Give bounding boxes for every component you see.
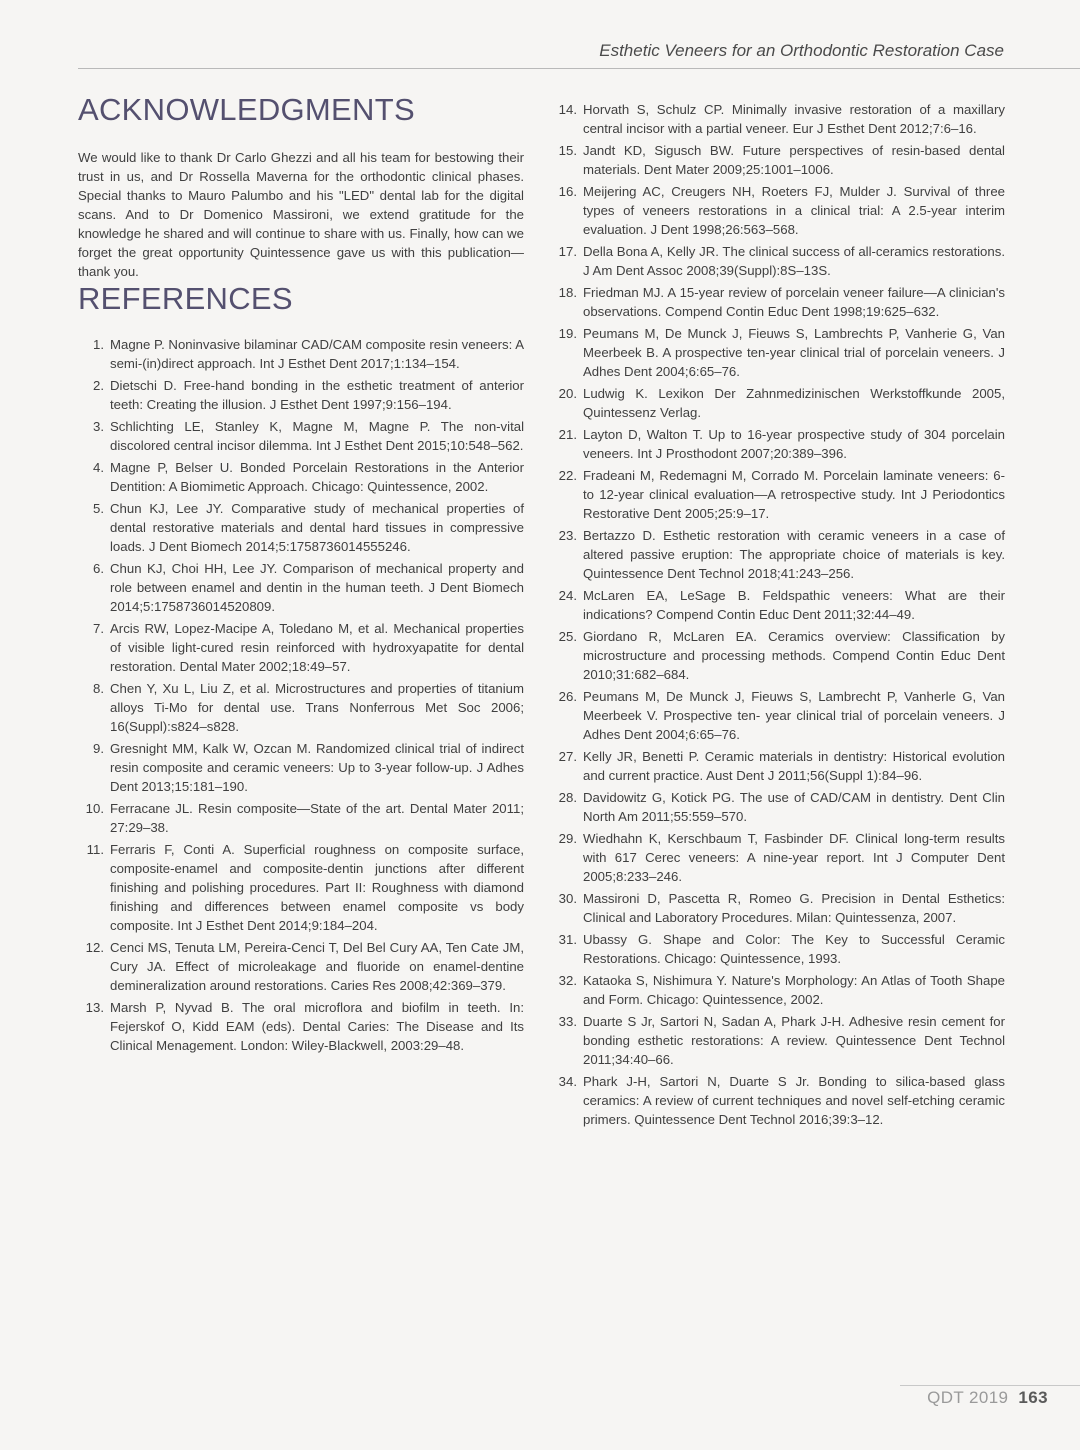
reference-text: Meijering AC, Creugers NH, Roeters FJ, Mulder J. Survival of three types of veneers restorations in a clinical trial: A 2.5-year interim evaluation. J Dent 1998;26:563–568. — [583, 184, 1005, 237]
reference-text: Peumans M, De Munck J, Fieuws S, Lambrechts P, Vanherie G, Van Meerbeek B. A prospective ten-year clinical trial of porcelain veneers. J Adhes Dent 2004;6:65–76. — [583, 326, 1005, 379]
reference-text: Cenci MS, Tenuta LM, Pereira-Cenci T, Del Bel Cury AA, Ten Cate JM, Cury JA. Effect of microleakage and fluoride on enamel-dentine demineralization around restorations. Caries Res 2008;42:369–379. — [110, 940, 524, 993]
reference-text: Layton D, Walton T. Up to 16-year prospective study of 304 porcelain veneers. Int J Prosthodont 2007;20:389–396. — [583, 427, 1005, 461]
reference-item — [555, 242, 1005, 280]
reference-text: Jandt KD, Sigusch BW. Future perspectives of resin-based dental materials. Dent Mater 2009;25:1001–1006. — [583, 143, 1005, 177]
reference-number: 5. — [93, 501, 104, 516]
reference-item — [78, 840, 524, 935]
reference-text: Ferraris F, Conti A. Superficial roughness on composite surface, composite-enamel and composite-dentin junctions after different finishing and polishing procedures. Part II: Roughness with diamond finishing and differences between enamel composite vs body composite. Int J Esthet Dent 2014;9:184–204. — [110, 842, 524, 933]
reference-item — [555, 100, 1005, 138]
reference-item — [555, 141, 1005, 179]
reference-text: Peumans M, De Munck J, Fieuws S, Lambrecht P, Vanherle G, Van Meerbeek V. Prospective ten- year clinical trial of porcelain veneers. J Adhes Dent 2004;6:65–76. — [583, 689, 1005, 742]
reference-item — [78, 679, 524, 736]
reference-text: Ludwig K. Lexikon Der Zahnmedizinischen Werkstoffkunde 2005, Quintessenz Verlag. — [583, 386, 1005, 420]
reference-item — [555, 586, 1005, 624]
reference-item — [555, 687, 1005, 744]
reference-item — [555, 788, 1005, 826]
reference-item — [555, 324, 1005, 381]
reference-text: Magne P, Belser U. Bonded Porcelain Restorations in the Anterior Dentition: A Biomimetic Approach. Chicago: Quintessence, 2002. — [110, 460, 524, 494]
reference-item — [78, 499, 524, 556]
reference-item — [555, 384, 1005, 422]
reference-item — [78, 799, 524, 837]
reference-number: 16. — [558, 184, 577, 199]
reference-item — [555, 889, 1005, 927]
reference-text: Duarte S Jr, Sartori N, Sadan A, Phark J-H. Adhesive resin cement for bonding esthetic restorations: A review. Quintessence Dent Technol 2011;34:40–66. — [583, 1014, 1005, 1067]
reference-number: 17. — [558, 244, 577, 259]
reference-text: Kelly JR, Benetti P. Ceramic materials in dentistry: Historical evolution and current practice. Aust Dent J 2011;56(Suppl 1):84–96. — [583, 749, 1005, 783]
acknowledgments-text: We would like to thank Dr Carlo Ghezzi and all his team for bestowing their trust in us, and Dr Rossella Maverna for the orthodontic clinical phases. Special thanks to Mauro Palumbo and his "LED" dental lab for the digital scans. And to Dr Domenico Massironi, we extend gratitude for the knowledge he shared and will continue to share with us. Finally, how can we forget the great opportunity Quintessence gave us with this publication—thank you. — [78, 150, 524, 279]
reference-text: Dietschi D. Free-hand bonding in the esthetic treatment of anterior teeth: Creating the illusion. J Esthet Dent 1997;9:156–194. — [110, 378, 524, 412]
acknowledgments-title: ACKNOWLEDGMENTS — [78, 92, 415, 127]
reference-item — [555, 466, 1005, 523]
reference-item — [555, 747, 1005, 785]
reference-number: 28. — [558, 790, 577, 805]
reference-number: 13. — [85, 1000, 104, 1015]
reference-text: Gresnight MM, Kalk W, Ozcan M. Randomized clinical trial of indirect resin composite and ceramic veneers: Up to 3-year follow-up. J Adhes Dent 2013;15:181–190. — [110, 741, 524, 794]
reference-number: 10. — [85, 801, 104, 816]
reference-item — [78, 559, 524, 616]
reference-number: 12. — [85, 940, 104, 955]
reference-item — [555, 1012, 1005, 1069]
reference-number: 18. — [558, 285, 577, 300]
reference-text: Chen Y, Xu L, Liu Z, et al. Microstructures and properties of titanium alloys Ti-Mo for dental use. Trans Nonferrous Met Soc 2006; 16(Suppl):s824–s828. — [110, 681, 524, 734]
footer-rule — [900, 1385, 1080, 1386]
reference-number: 2. — [93, 378, 104, 393]
reference-text: Massironi D, Pascetta R, Romeo G. Precision in Dental Esthetics: Clinical and Laboratory Procedures. Milan: Quintessenza, 2007. — [583, 891, 1005, 925]
reference-item — [555, 829, 1005, 886]
reference-number: 21. — [558, 427, 577, 442]
reference-text: Horvath S, Schulz CP. Minimally invasive restoration of a maxillary central incisor with a partial veneer. Eur J Esthet Dent 2012;7:6–16. — [583, 102, 1005, 136]
reference-text: Arcis RW, Lopez-Macipe A, Toledano M, et al. Mechanical properties of visible light-cured resin reinforced with hydroxyapatite for dental restoration. Dental Mater 2002;18:49–57. — [110, 621, 524, 674]
reference-number: 23. — [558, 528, 577, 543]
reference-text: Marsh P, Nyvad B. The oral microflora and biofilm in teeth. In: Fejerskof O, Kidd EAM (eds). Dental Caries: The Disease and Its Clinical Menagement. London: Wiley-Blackwell, 2003:29–48. — [110, 1000, 524, 1053]
reference-text: Friedman MJ. A 15-year review of porcelain veneer failure—A clinician's observations. Compend Contin Educ Dent 1998;19:625–632. — [583, 285, 1005, 319]
reference-text: Chun KJ, Choi HH, Lee JY. Comparison of mechanical property and role between enamel and dentin in the human teeth. J Dent Biomech 2014;5:1758736014520809. — [110, 561, 524, 614]
reference-number: 30. — [558, 891, 577, 906]
reference-item — [555, 283, 1005, 321]
reference-number: 1. — [93, 337, 104, 352]
reference-item — [555, 930, 1005, 968]
reference-text: Chun KJ, Lee JY. Comparative study of mechanical properties of dental restorative materials and dental hard tissues in compressive loads. J Dent Biomech 2014;5:1758736014555246. — [110, 501, 524, 554]
reference-number: 7. — [93, 621, 104, 636]
reference-item — [555, 182, 1005, 239]
reference-number: 14. — [558, 102, 577, 117]
reference-number: 24. — [558, 588, 577, 603]
reference-text: Ubassy G. Shape and Color: The Key to Successful Ceramic Restorations. Chicago: Quintessence, 1993. — [583, 932, 1005, 966]
reference-text: Wiedhahn K, Kerschbaum T, Fasbinder DF. Clinical long-term results with 617 Cerec veneers: A nine-year report. Int J Computer Dent 2005;8:233–246. — [583, 831, 1005, 884]
reference-text: Phark J-H, Sartori N, Duarte S Jr. Bonding to silica-based glass ceramics: A review of current techniques and novel self-etching ceramic primers. Quintessence Dent Technol 2016;39:3–12. — [583, 1074, 1005, 1127]
reference-text: Giordano R, McLaren EA. Ceramics overview: Classification by microstructure and processing methods. Compend Contin Educ Dent 2010;31:682–684. — [583, 629, 1005, 682]
reference-item — [555, 971, 1005, 1009]
reference-item — [78, 376, 524, 414]
reference-number: 15. — [558, 143, 577, 158]
reference-number: 8. — [93, 681, 104, 696]
reference-text: Magne P. Noninvasive bilaminar CAD/CAM composite resin veneers: A semi-(in)direct approach. Int J Esthet Dent 2017;1:134–154. — [110, 337, 524, 371]
left-column — [78, 92, 524, 1058]
reference-item — [555, 526, 1005, 583]
reference-number: 29. — [558, 831, 577, 846]
right-column — [555, 100, 1005, 1132]
reference-text: McLaren EA, LeSage B. Feldspathic veneers: What are their indications? Compend Contin Educ Dent 2011;32:44–49. — [583, 588, 1005, 622]
reference-item — [78, 335, 524, 373]
references-list-left — [78, 335, 524, 1055]
header-rule — [78, 68, 1080, 69]
reference-item — [78, 739, 524, 796]
reference-item — [555, 627, 1005, 684]
reference-number: 9. — [93, 741, 104, 756]
reference-number: 26. — [558, 689, 577, 704]
reference-number: 22. — [558, 468, 577, 483]
reference-number: 25. — [558, 629, 577, 644]
reference-text: Kataoka S, Nishimura Y. Nature's Morphology: An Atlas of Tooth Shape and Form. Chicago: Quintessence, 2002. — [583, 973, 1005, 1007]
reference-item — [78, 998, 524, 1055]
reference-item — [555, 425, 1005, 463]
reference-number: 11. — [86, 842, 104, 857]
reference-number: 31. — [558, 932, 577, 947]
journal-label: QDT 2019 — [927, 1388, 1009, 1407]
reference-number: 6. — [93, 561, 104, 576]
reference-number: 27. — [558, 749, 577, 764]
reference-number: 32. — [558, 973, 577, 988]
reference-text: Della Bona A, Kelly JR. The clinical success of all-ceramics restorations. J Am Dent Assoc 2008;39(Suppl):8S–13S. — [583, 244, 1005, 278]
reference-text: Schlichting LE, Stanley K, Magne M, Magne P. The non-vital discolored central incisor dilemma. Int J Esthet Dent 2015;10:548–562. — [110, 419, 524, 453]
reference-number: 33. — [558, 1014, 577, 1029]
reference-item — [78, 619, 524, 676]
references-title: REFERENCES — [78, 281, 293, 316]
page-number: 163 — [1018, 1388, 1048, 1407]
reference-number: 34. — [558, 1074, 577, 1089]
reference-text: Davidowitz G, Kotick PG. The use of CAD/CAM in dentistry. Dent Clin North Am 2011;55:559–570. — [583, 790, 1005, 824]
reference-number: 4. — [93, 460, 104, 475]
reference-text: Bertazzo D. Esthetic restoration with ceramic veneers in a case of altered passive eruption: The appropriate choice of materials is key. Quintessence Dent Technol 2018;41:243–256. — [583, 528, 1005, 581]
reference-item — [78, 417, 524, 455]
footer — [927, 1388, 1048, 1408]
reference-text: Fradeani M, Redemagni M, Corrado M. Porcelain laminate veneers: 6- to 12-year clinical evaluation—A retrospective study. Int J Periodontics Restorative Dent 2005;25:9–17. — [583, 468, 1005, 521]
reference-number: 19. — [558, 326, 577, 341]
reference-item — [78, 938, 524, 995]
reference-number: 20. — [558, 386, 577, 401]
reference-item — [555, 1072, 1005, 1129]
reference-number: 3. — [93, 419, 104, 434]
running-title: Esthetic Veneers for an Orthodontic Restoration Case — [599, 41, 1004, 60]
reference-item — [78, 458, 524, 496]
references-list-right — [555, 100, 1005, 1129]
reference-text: Ferracane JL. Resin composite—State of the art. Dental Mater 2011; 27:29–38. — [110, 801, 524, 835]
